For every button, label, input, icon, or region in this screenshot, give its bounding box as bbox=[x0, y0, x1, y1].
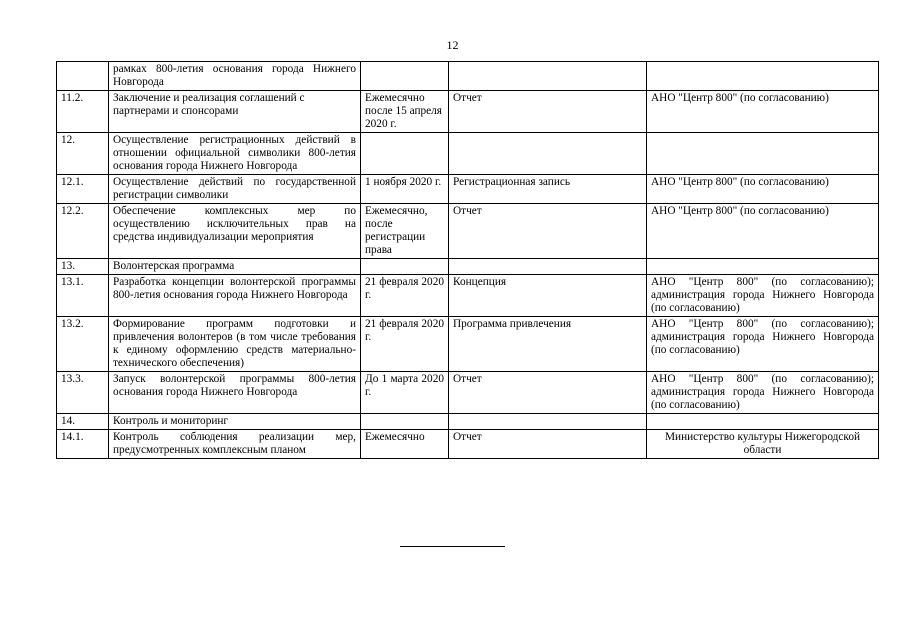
responsible: АНО "Центр 800" (по согласованию) bbox=[647, 175, 879, 204]
deadline: Ежемесячно, после регистрации права bbox=[361, 204, 449, 259]
page-number: 12 bbox=[446, 38, 459, 52]
table-row bbox=[57, 317, 879, 372]
action-text: Заключение и реализация соглашений с партнерами и спонсорами bbox=[109, 91, 361, 133]
responsible: Министерство культуры Нижегородской области bbox=[647, 430, 879, 459]
table-row bbox=[57, 259, 879, 275]
responsible: АНО "Центр 800" (по согласованию); администрация города Нижнего Новгорода (по согласованию) bbox=[647, 372, 879, 414]
result: Концепция bbox=[449, 275, 647, 317]
table-row bbox=[57, 91, 879, 133]
deadline: 21 февраля 2020 г. bbox=[361, 275, 449, 317]
action-text: Запуск волонтерской программы 800-летия основания города Нижнего Новгорода bbox=[109, 372, 361, 414]
table-row bbox=[57, 175, 879, 204]
action-text: Контроль и мониторинг bbox=[109, 414, 361, 430]
deadline: 1 ноября 2020 г. bbox=[361, 175, 449, 204]
action-text: Разработка концепции волонтерской программы 800-летия основания города Нижнего Новгорода bbox=[109, 275, 361, 317]
result: Отчет bbox=[449, 430, 647, 459]
result bbox=[449, 414, 647, 430]
row-number: 14. bbox=[57, 414, 109, 430]
deadline bbox=[361, 133, 449, 175]
responsible bbox=[647, 62, 879, 91]
row-number: 13.2. bbox=[57, 317, 109, 372]
result: Программа привлечения bbox=[449, 317, 647, 372]
table-row bbox=[57, 430, 879, 459]
action-text: Формирование программ подготовки и привлечения волонтеров (в том числе требования к единому оформлению средств материально-технического обеспечения) bbox=[109, 317, 361, 372]
result: Отчет bbox=[449, 204, 647, 259]
result bbox=[449, 62, 647, 91]
result bbox=[449, 133, 647, 175]
responsible: АНО "Центр 800" (по согласованию) bbox=[647, 204, 879, 259]
action-text: Волонтерская программа bbox=[109, 259, 361, 275]
table-row bbox=[57, 204, 879, 259]
result: Отчет bbox=[449, 91, 647, 133]
action-plan-table bbox=[56, 61, 879, 459]
deadline: 21 февраля 2020 г. bbox=[361, 317, 449, 372]
action-text: рамках 800-летия основания города Нижнего Новгорода bbox=[109, 62, 361, 91]
deadline bbox=[361, 62, 449, 91]
row-number: 12. bbox=[57, 133, 109, 175]
table-row bbox=[57, 62, 879, 91]
row-number: 12.1. bbox=[57, 175, 109, 204]
table-row bbox=[57, 275, 879, 317]
result: Отчет bbox=[449, 372, 647, 414]
action-text: Осуществление действий по государственной регистрации символики bbox=[109, 175, 361, 204]
end-of-document-line bbox=[400, 546, 505, 547]
result: Регистрационная запись bbox=[449, 175, 647, 204]
row-number: 13. bbox=[57, 259, 109, 275]
row-number: 14.1. bbox=[57, 430, 109, 459]
action-text: Обеспечение комплексных мер по осуществлению исключительных прав на средства индивидуализации мероприятия bbox=[109, 204, 361, 259]
deadline: Ежемесячно после 15 апреля 2020 г. bbox=[361, 91, 449, 133]
action-text: Контроль соблюдения реализации мер, предусмотренных комплексным планом bbox=[109, 430, 361, 459]
table-row bbox=[57, 133, 879, 175]
responsible: АНО "Центр 800" (по согласованию); администрация города Нижнего Новгорода (по согласованию) bbox=[647, 317, 879, 372]
result bbox=[449, 259, 647, 275]
row-number: 13.3. bbox=[57, 372, 109, 414]
deadline: До 1 марта 2020 г. bbox=[361, 372, 449, 414]
row-number bbox=[57, 62, 109, 91]
table-row bbox=[57, 372, 879, 414]
deadline bbox=[361, 414, 449, 430]
responsible: АНО "Центр 800" (по согласованию); администрация города Нижнего Новгорода (по согласованию) bbox=[647, 275, 879, 317]
deadline: Ежемесячно bbox=[361, 430, 449, 459]
responsible bbox=[647, 259, 879, 275]
row-number: 12.2. bbox=[57, 204, 109, 259]
deadline bbox=[361, 259, 449, 275]
responsible bbox=[647, 133, 879, 175]
responsible: АНО "Центр 800" (по согласованию) bbox=[647, 91, 879, 133]
row-number: 11.2. bbox=[57, 91, 109, 133]
responsible bbox=[647, 414, 879, 430]
table-row bbox=[57, 414, 879, 430]
action-text: Осуществление регистрационных действий в отношении официальной символики 800-летия основания города Нижнего Новгорода bbox=[109, 133, 361, 175]
row-number: 13.1. bbox=[57, 275, 109, 317]
